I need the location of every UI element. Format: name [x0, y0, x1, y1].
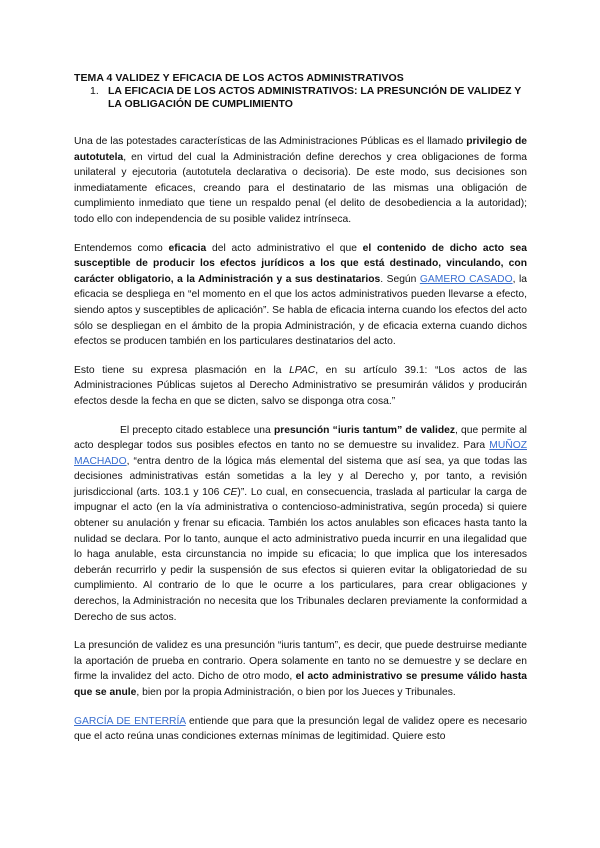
bold-run: presunción “iuris tantum” de validez — [273, 424, 455, 436]
section-heading — [90, 85, 527, 111]
text-run: El precepto citado establece una — [120, 424, 274, 436]
bold-run: eficacia — [168, 242, 207, 254]
paragraph-presuncion — [74, 423, 527, 626]
section-number: 1. — [90, 85, 99, 97]
bold-run: privilegio de autotutela — [74, 136, 527, 163]
text-run: Una de las potestades características de las Administraciones Públicas es el llamado — [74, 136, 467, 147]
chapter-title: TEMA 4 VALIDEZ Y EFICACIA DE LOS ACTOS ADMINISTRATIVOS — [74, 72, 404, 84]
paragraph-eficacia — [74, 241, 527, 350]
text-run: . Según — [380, 273, 420, 285]
text-run: del acto administrativo el que — [206, 242, 363, 254]
bold-run: el contenido de dicho acto sea susceptible de producir los efectos jurídicos a los que está destinado, vinculando, con carácter obligatorio, a la Administración y a sus destinatarios — [74, 242, 527, 285]
paragraph-autotutela — [74, 134, 527, 228]
text-run: , en su artículo 39.1: “Los actos de las Administraciones Públicas sujetos al Derecho Administrativo se presumirán válidos y producirán efectos desde la fecha en que se dicten, salvo se disponga otra cosa.” — [74, 364, 527, 407]
paragraph-iuris-tantum — [74, 638, 527, 700]
section-title: LA EFICACIA DE LOS ACTOS ADMINISTRATIVOS: LA PRESUNCIÓN DE VALIDEZ Y LA OBLIGACIÓN DE CUMPLIMIENTO — [108, 85, 522, 110]
author-link-munoz-machado[interactable]: MUÑOZ MACHADO — [74, 440, 527, 467]
text-run: , “entra dentro de la lógica más elemental del sistema que así sea, ya que todas las decisiones administrativas están sometidas a la ley y al Derecho y, por tanto, a revisión jurisdiccional (arts. 103.1 y 106 — [74, 455, 527, 498]
paragraph-lpac — [74, 363, 527, 410]
italic-run: CE — [223, 486, 238, 498]
text-run: , la eficacia se despliega en “el momento en el que los actos administrativos pueden llevarse a efecto, siendo aptos y susceptibles de aplicación”. Se habla de eficacia interna cuando los efectos del acto sólo se despliegan en el ámbito de la propia Administración, y de eficacia externa cuando dichos efectos se producen también en los particulares destinatarios del acto. — [74, 273, 527, 348]
text-run: , en virtud del cual la Administración define derechos y crea obligaciones de forma unilateral y ejecutoria (autotutela declarativa o decisoria). De este modo, sus decisiones son inmediatamente eficaces, creando para el destinatario de las mismas una obligación de cumplimiento inmediato que tiene un respaldo penal (el delito de desobediencia a la autoridad); todo ello con independencia de su posible validez intrínseca. — [74, 151, 527, 225]
paragraph-garcia-enterria — [74, 714, 527, 745]
text-run: Esto tiene su expresa plasmación en la — [74, 364, 290, 376]
italic-run: LPAC — [289, 364, 316, 376]
text-run: La presunción de validez es una presunción “iuris tantum”, es decir, que puede destruirse mediante la aportación de prueba en contrario. Opera solamente en tanto no se demuestre y se declare en firme la invalidez del acto. Dicho de otro modo, — [74, 640, 527, 683]
document-page — [74, 72, 527, 745]
bold-run: el acto administrativo se presume válido hasta que se anule — [74, 671, 527, 698]
text-run: )”. Lo cual, en consecuencia, traslada al particular la carga de impugnar el acto (en la vía administrativa o contencioso-administrativa, según proceda) si quiere obtener su anulación y frenar su eficacia. También los actos anulables son eficaces hasta tanto la nulidad se declara. Por lo tanto, aunque el acto administrativo pueda incurrir en una ilegalidad que lo haga anulable, esta circunstancia no impide su eficacia; lo que implica que los interesados deberán recurrirlo y pedir la suspensión de sus efectos si quieren evitar la obligatoriedad de su cumplimiento. Al contrario de lo que le ocurre a los particulares, para crear obligaciones y derechos, la Administración no necesita que los Tribunales declaren previamente la conformidad a Derecho de sus actos. — [74, 486, 527, 623]
text-run: , que permite al acto desplegar todos sus posibles efectos en tanto no se demuestre su invalidez. Para — [74, 424, 527, 452]
author-link-garcia-de-enterria[interactable]: GARCÍA DE ENTERRÍA — [74, 715, 186, 727]
author-link-gamero-casado[interactable]: GAMERO CASADO — [419, 273, 513, 285]
text-run: Entendemos como — [74, 242, 169, 254]
text-run: entiende que para que la presunción legal de validez opere es necesario que el acto reúna unas condiciones externas mínimas de legitimidad. Quiere esto — [74, 715, 527, 743]
text-run: , bien por la propia Administración, o bien por los Jueces y Tribunales. — [136, 687, 456, 698]
